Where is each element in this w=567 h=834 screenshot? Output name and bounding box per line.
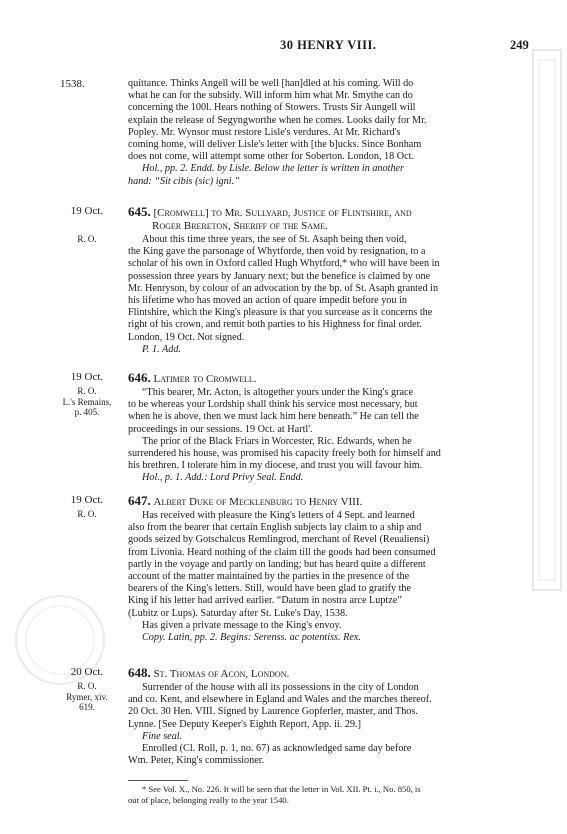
text-line: Flintshire, which the King's pleasure is that you surcease as it concerns the bbox=[128, 307, 433, 319]
entry-date: 19 Oct. bbox=[70, 371, 104, 383]
entry-title: [Cromwell] to Mr. Sullyard, Justice of Flintshire, and bbox=[153, 207, 412, 219]
text-line: explain the release of Segyngworthe when he comes. Looks daily for Mr. bbox=[128, 114, 427, 126]
text-line: Popley. Mr. Wynsor must restore Lisle's verdures. At Mr. Richard's bbox=[128, 126, 401, 138]
source-line: Rymer, xiv. bbox=[66, 691, 108, 702]
source-line: L.'s Remains, bbox=[62, 396, 112, 407]
entry-heading bbox=[128, 494, 533, 509]
text-line: account of the matter maintained by the parties in the presence of the bbox=[128, 571, 410, 583]
entry-body bbox=[128, 234, 533, 356]
text-line: when he is above, then we must lack him here beneath.” He can tell the bbox=[128, 411, 419, 423]
text-line: concerning the 100l. Hears nothing of Stowers. Trusts Sir Aungell will bbox=[128, 102, 416, 114]
text-line: scholar of his own in Oxford called Hugh Whytford,* who will have been in bbox=[128, 258, 440, 270]
entry-source bbox=[52, 681, 122, 713]
entry-body bbox=[128, 510, 533, 644]
note-line: Hol., p. 1. Add.: Lord Privy Seal. Endd. bbox=[142, 472, 304, 484]
entry-number: 645. bbox=[128, 204, 151, 219]
entry-number: 647. bbox=[128, 493, 151, 508]
footnote-divider bbox=[128, 780, 188, 781]
continuation-paragraph bbox=[128, 78, 533, 188]
source-line: R. O. bbox=[77, 386, 97, 396]
footnote-line: * See Vol. X., No. 226. It will be seen that the letter in Vol. XII. Pt. i., No. 850, is bbox=[142, 784, 421, 794]
text-line: and co. Kent, and elsewhere in Egland and Wales and the marches thereof. bbox=[128, 694, 432, 706]
text-line: quittance. Thinks Angell will be well [han]dled at his coming. Will do bbox=[128, 78, 414, 89]
entry-heading bbox=[128, 371, 533, 386]
text-line: goods seized by Gotschalcus Remlingrod, merchant of Revel (Reualiensi) bbox=[128, 534, 430, 546]
text-line: About this time three years, the see of St. Asaph being then void, bbox=[142, 234, 407, 245]
source-line: 619. bbox=[79, 702, 95, 712]
text-line: his lifetime who has moved an action of quare impedit before you in bbox=[128, 295, 407, 307]
text-line: 20 Oct. 30 Hen. VIII. Signed by Laurence Gopferler, master, and Thos. bbox=[128, 706, 418, 718]
text-line: Mr. Henryson, by colour of an advocation by the bp. of St. Asaph granted in bbox=[128, 282, 439, 294]
footnote bbox=[128, 784, 533, 805]
source-line: p. 405. bbox=[74, 407, 100, 417]
text-line: Wm. Peter, King's commissioner. bbox=[128, 755, 265, 767]
entry-body bbox=[128, 387, 533, 485]
text-line: from Livonia. Heard nothing of the claim till the goods had been consumed bbox=[128, 546, 436, 558]
text-line: also from the bearer that certain English subjects lay claim to a ship and bbox=[128, 522, 422, 534]
entry-number: 648. bbox=[128, 665, 151, 680]
text-line: (Lubitz or Lups). Saturday after St. Luke's Day, 1538. bbox=[128, 607, 348, 619]
running-title: 30 HENRY VIII. bbox=[280, 38, 377, 52]
year-marker: 1538. bbox=[60, 78, 85, 90]
text-line: the King gave the parsonage of Whytforde, then void by resignation, to a bbox=[128, 246, 426, 258]
text-line: proceedings in our sessions. 19 Oct. at Hartl'. bbox=[128, 423, 313, 435]
text-line: The prior of the Black Friars in Worcester, Ric. Edwards, when he bbox=[142, 435, 412, 447]
text-line: Enrolled (Cl. Roll, p. 1, no. 67) as acknowledged same day before bbox=[142, 743, 412, 755]
text-line: Has received with pleasure the King's letters of 4 Sept. and learned bbox=[142, 510, 415, 521]
text-line: Surrender of the house with all its possessions in the city of London bbox=[142, 682, 419, 693]
footnote-line: out of place, belonging really to the year 1540. bbox=[128, 794, 289, 805]
note-line: hand: “Sit cibis (sic) igni.” bbox=[128, 175, 240, 187]
note-line: Fine seal. bbox=[142, 730, 183, 742]
text-line: to be whereas your Lordship shall think his service most necessary, but bbox=[128, 399, 418, 411]
entry-source bbox=[52, 386, 122, 418]
text-line: Lynne. [See Deputy Keeper's Eighth Report, App. ii. 29.] bbox=[128, 718, 361, 730]
entry-date: 20 Oct. bbox=[70, 666, 104, 678]
entry-title: Roger Brereton, Sheriff of the Same. bbox=[152, 220, 328, 232]
entry-title: St. Thomas of Acon, London. bbox=[153, 668, 290, 680]
text-line: King if his letter had arrived earlier. “Datum in nostra arce Luptze” bbox=[128, 595, 402, 607]
entry-number: 646. bbox=[128, 370, 151, 385]
source-line: R. O. bbox=[77, 681, 97, 691]
text-line: his brethren. I tolerate him in my diocese, and trust you will favour him. bbox=[128, 460, 423, 472]
page-number: 249 bbox=[510, 38, 529, 52]
text-line: right of his crown, and remit both parties to his Highness for final order. bbox=[128, 319, 422, 331]
entry-source: R. O. bbox=[77, 509, 97, 519]
note-line: P. 1. Add. bbox=[142, 343, 181, 355]
entry-title: Latimer to Cromwell. bbox=[153, 373, 257, 385]
note-line: Copy. Latin, pp. 2. Begins: Serenss. ac potentiss. Rex. bbox=[142, 632, 361, 644]
text-line: surrendered his house, was promised his capacity freely both for himself and bbox=[128, 448, 441, 460]
watermark-stamp bbox=[527, 40, 567, 600]
note-line: Hol., pp. 2. Endd. by Lisle. Below the letter is written in another bbox=[142, 163, 405, 175]
text-line: what he can for the subsidy. Will inform him what Mr. Smythe can do bbox=[128, 90, 413, 102]
text-line: Has given a private message to the King's envoy. bbox=[142, 619, 342, 631]
text-line: partly in the voyage and partly on landing; but has heard quite a different bbox=[128, 558, 426, 570]
entry-date: 19 Oct. bbox=[70, 494, 104, 506]
entry-date: 19 Oct. bbox=[70, 205, 104, 217]
text-line: London, 19 Oct. Not signed. bbox=[128, 331, 245, 343]
entry-source: R. O. bbox=[77, 234, 97, 244]
entry-heading bbox=[128, 205, 533, 233]
text-line: does not come, will attempt some other for Soberton. London, 18 Oct. bbox=[128, 151, 415, 163]
entry-title: Albert Duke of Mecklenburg to Henry VIII. bbox=[153, 496, 363, 508]
text-line: bearers of the King's letters. Still, would have been glad to gratify the bbox=[128, 583, 412, 595]
text-line: “This bearer, Mr. Acton, is altogether yours under the King's grace bbox=[142, 387, 414, 398]
text-line: possession three years by January next; but the benefice is claimed by one bbox=[128, 270, 431, 282]
entry-body bbox=[128, 682, 533, 767]
text-line: coming home, will deliver Lisle's letter with [the b]ucks. Since Bonham bbox=[128, 139, 422, 151]
entry-heading bbox=[128, 666, 533, 681]
